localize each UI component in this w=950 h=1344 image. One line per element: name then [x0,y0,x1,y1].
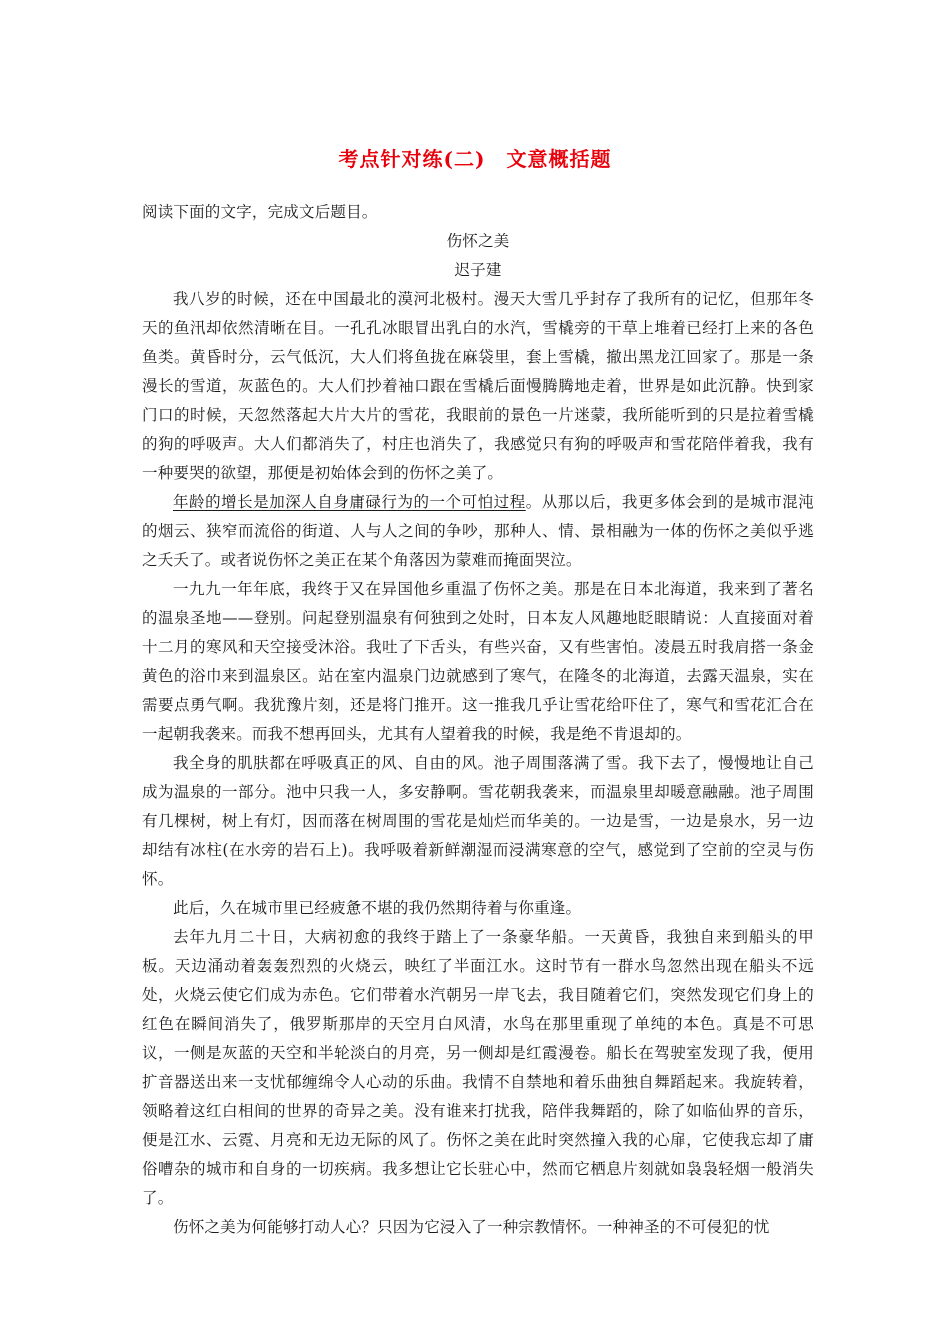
paragraph-2-rest: 。从那以后，我更多体会到的是城市混沌的烟云、狭窄而流俗的街道、人与人之间的争吵，那种人、情、景相融为一体的伤怀之美似乎逃之夭夭了。或者说伤怀之美正在某个角落因为蒙难而掩面哭泣。 [142,493,814,569]
paragraph-4: 我全身的肌肤都在呼吸真正的风、自由的风。池子周围落满了雪。我下去了，慢慢地让自己成为温泉的一部分。池中只我一人，多安静啊。雪花朝我袭来，而温泉里却暖意融融。池子周围有几棵树，树上有灯，因而落在树周围的雪花是灿烂而华美的。一边是雪，一边是泉水，另一边却结有冰柱(在水旁的岩石上)。我呼吸着新鲜潮湿而浸满寒意的空气，感觉到了空前的空灵与伤怀。 [142,754,814,888]
essay-author: 迟子建 [454,261,502,279]
paragraph-7: 伤怀之美为何能够打动人心？只因为它浸入了一种宗教情怀。一种神圣的不可侵犯的忧 [173,1218,770,1236]
paragraph-1: 我八岁的时候，还在中国最北的漠河北极村。漫天大雪几乎封存了我所有的记忆，但那年冬天的鱼汛却依然清晰在目。一孔孔冰眼冒出乳白的水汽，雪橇旁的干草上堆着已经打上来的各色鱼类。黄昏时分，云气低沉，大人们将鱼拢在麻袋里，套上雪橇，撤出黑龙江回家了。那是一条漫长的雪道，灰蓝色的。大人们抄着袖口跟在雪橇后面慢腾腾地走着，世界是如此沉静。快到家门口的时候，天忽然落起大片大片的雪花，我眼前的景色一片迷蒙，我所能听到的只是拉着雪橇的狗的呼吸声。大人们都消失了，村庄也消失了，我感觉只有狗的呼吸声和雪花陪伴着我，我有一种要哭的欲望，那便是初始体会到的伤怀之美了。 [142,290,814,482]
paragraph-5: 此后，久在城市里已经疲惫不堪的我仍然期待着与你重逢。 [173,899,582,917]
document-body [142,198,814,1242]
page-title: 考点针对练(二) 文意概括题 [338,147,612,171]
paragraph-2 [142,488,814,575]
paragraph-6: 去年九月二十日，大病初愈的我终于踏上了一条豪华船。一天黄昏，我独自来到船头的甲板。天边涌动着轰轰烈烈的火烧云，映红了半面江水。这时节有一群水鸟忽然出现在船头不远处，火烧云使它们成为赤色。它们带着水汽朝另一岸飞去，我目随着它们，突然发现它们身上的红色在瞬间消失了，俄罗斯那岸的天空月白风清，水鸟在那里重现了单纯的本色。真是不可思议，一侧是灰蓝的天空和半轮淡白的月亮，另一侧却是红霞漫卷。船长在驾驶室发现了我，便用扩音器送出来一支忧郁缠绵令人心动的乐曲。我情不自禁地和着乐曲独自舞蹈起来。我旋转着，领略着这红白相间的世界的奇异之美。没有谁来打扰我，陪伴我舞蹈的，除了如临仙界的音乐，便是江水、云霓、月亮和无边无际的风了。伤怀之美在此时突然撞入我的心扉，它使我忘却了庸俗嘈杂的城市和自身的一切疾病。我多想让它长驻心中，然而它栖息片刻就如袅袅轻烟一般消失了。 [142,928,814,1207]
paragraph-3: 一九九一年年底，我终于又在异国他乡重温了伤怀之美。那是在日本北海道，我来到了著名的温泉圣地——登别。问起登别温泉有何独到之处时，日本友人风趣地眨眼睛说：人直接面对着十二月的寒风和天空接受沐浴。我吐了下舌头，有些兴奋，又有些害怕。凌晨五时我肩搭一条金黄色的浴巾来到温泉区。站在室内温泉门边就感到了寒气，在隆冬的北海道，去露天温泉，实在需要点勇气啊。我犹豫片刻，还是将门推开。这一推我几乎让雪花给吓住了，寒气和雪花汇合在一起朝我袭来。而我不想再回头，尤其有人望着我的时候，我是绝不肯退却的。 [142,580,814,743]
instruction-text: 阅读下面的文字，完成文后题目。 [142,203,378,221]
essay-title: 伤怀之美 [446,232,510,250]
underlined-sentence: 年龄的增长是加深人自身庸碌行为的一个可怕过程 [173,493,526,511]
